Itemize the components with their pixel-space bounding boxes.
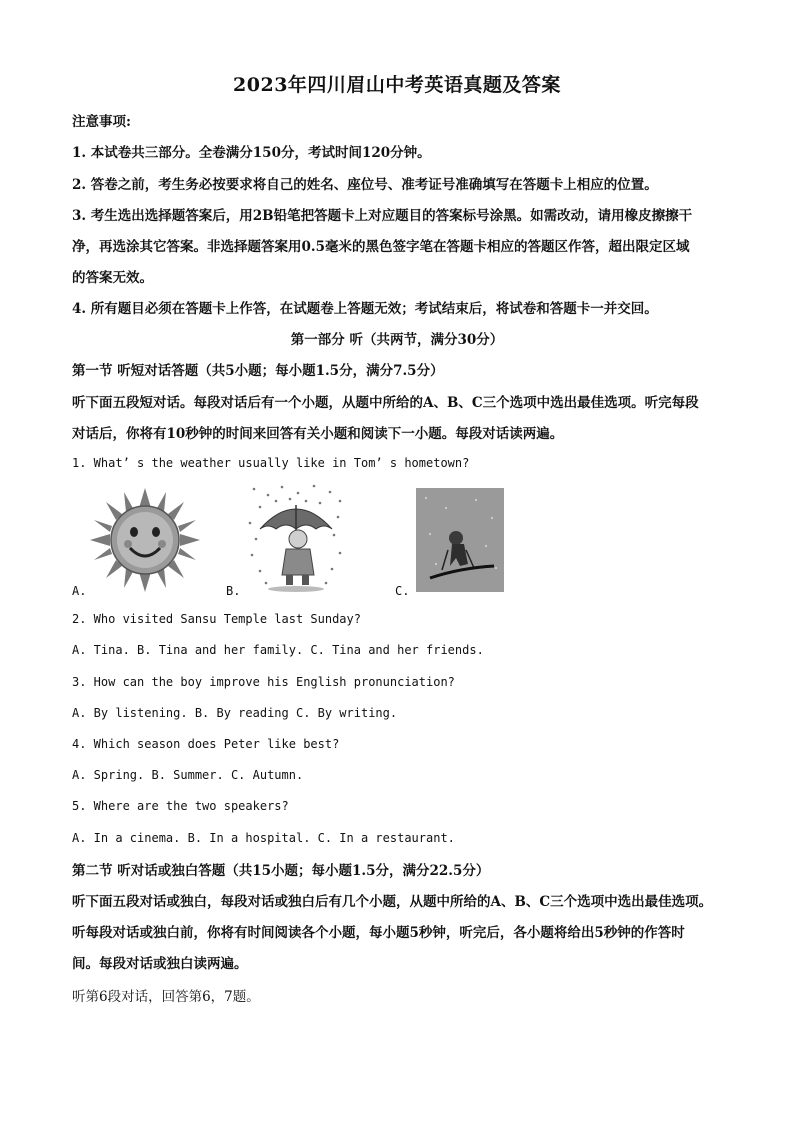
section2-instructions-line-3: 间。每段对话或独白读两遍。 [72,956,248,972]
section1-instructions-line-1: 听下面五段短对话。每段对话后有一个小题，从题中所给的A、B、C三个选项中选出最佳选项。听完每段 [72,395,699,411]
question-3: 3. How can the boy improve his English pronunciation? [72,675,455,689]
q1-option-b-label: B. [226,584,241,598]
note-item-4: 4. 所有题目必须在答题卡上作答，在试题卷上答题无效；考试结束后，将试卷和答题卡一并交回。 [72,301,658,317]
question-1: 1. What’ s the weather usually like in Tom’ s hometown? [72,456,470,470]
q1-option-a-label: A. [72,584,87,598]
section2-heading: 第二节 听对话或独白答题（共15小题；每小题1.5分，满分22.5分） [72,863,490,879]
question-4-options: A. Spring. B. Summer. C. Autumn. [72,768,304,782]
question-5: 5. Where are the two speakers? [72,799,289,813]
part1-heading: 第一部分 听（共两节，满分30分） [290,332,504,348]
question-2: 2. Who visited Sansu Temple last Sunday? [72,612,361,626]
note-item-3-line-1: 3. 考生选出选择题答案后，用2B铅笔把答题卡上对应题目的答案标号涂黑。如需改动，请用橡皮擦擦干 [72,208,693,224]
section2-instructions-line-2: 听每段对话或独白前，你将有时间阅读各个小题，每小题5秒钟，听完后，各小题将给出5秒钟的作答时 [72,925,685,941]
section1-heading: 第一节 听短对话答题（共5小题；每小题1.5分，满分7.5分） [72,363,444,379]
note-item-3-line-3: 的答案无效。 [72,270,153,286]
question-4: 4. Which season does Peter like best? [72,737,340,751]
question-2-options: A. Tina. B. Tina and her family. C. Tina and her friends. [72,643,484,657]
question-5-options: A. In a cinema. B. In a hospital. C. In a restaurant. [72,831,455,845]
dialog-6-instruction: 听第6段对话，回答第6，7题。 [72,989,260,1005]
section1-instructions-line-2: 对话后，你将有10秒钟的时间来回答有关小题和阅读下一小题。每段对话读两遍。 [72,426,564,442]
section2-instructions-line-1: 听下面五段对话或独白，每段对话或独白后有几个小题，从题中所给的A、B、C三个选项中选出最佳选项。 [72,894,713,910]
note-item-3-line-2: 净，再选涂其它答案。非选择题答案用0.5毫米的黑色签字笔在答题卡相应的答题区作答，超出限定区域 [72,239,690,255]
note-item-2: 2. 答卷之前，考生务必按要求将自己的姓名、座位号、准考证号准确填写在答题卡上相应的位置。 [72,177,658,193]
page-title: 2023年四川眉山中考英语真题及答案 [233,74,561,96]
skier-snow-icon [416,488,504,592]
q1-option-c-label: C. [395,584,410,598]
question-3-options: A. By listening. B. By reading C. By writing. [72,706,398,720]
umbrella-rain-icon [246,483,346,593]
note-item-1: 1. 本试卷共三部分。全卷满分150分，考试时间120分钟。 [72,145,431,161]
notes-heading: 注意事项: [72,114,131,130]
sun-icon [90,488,200,592]
